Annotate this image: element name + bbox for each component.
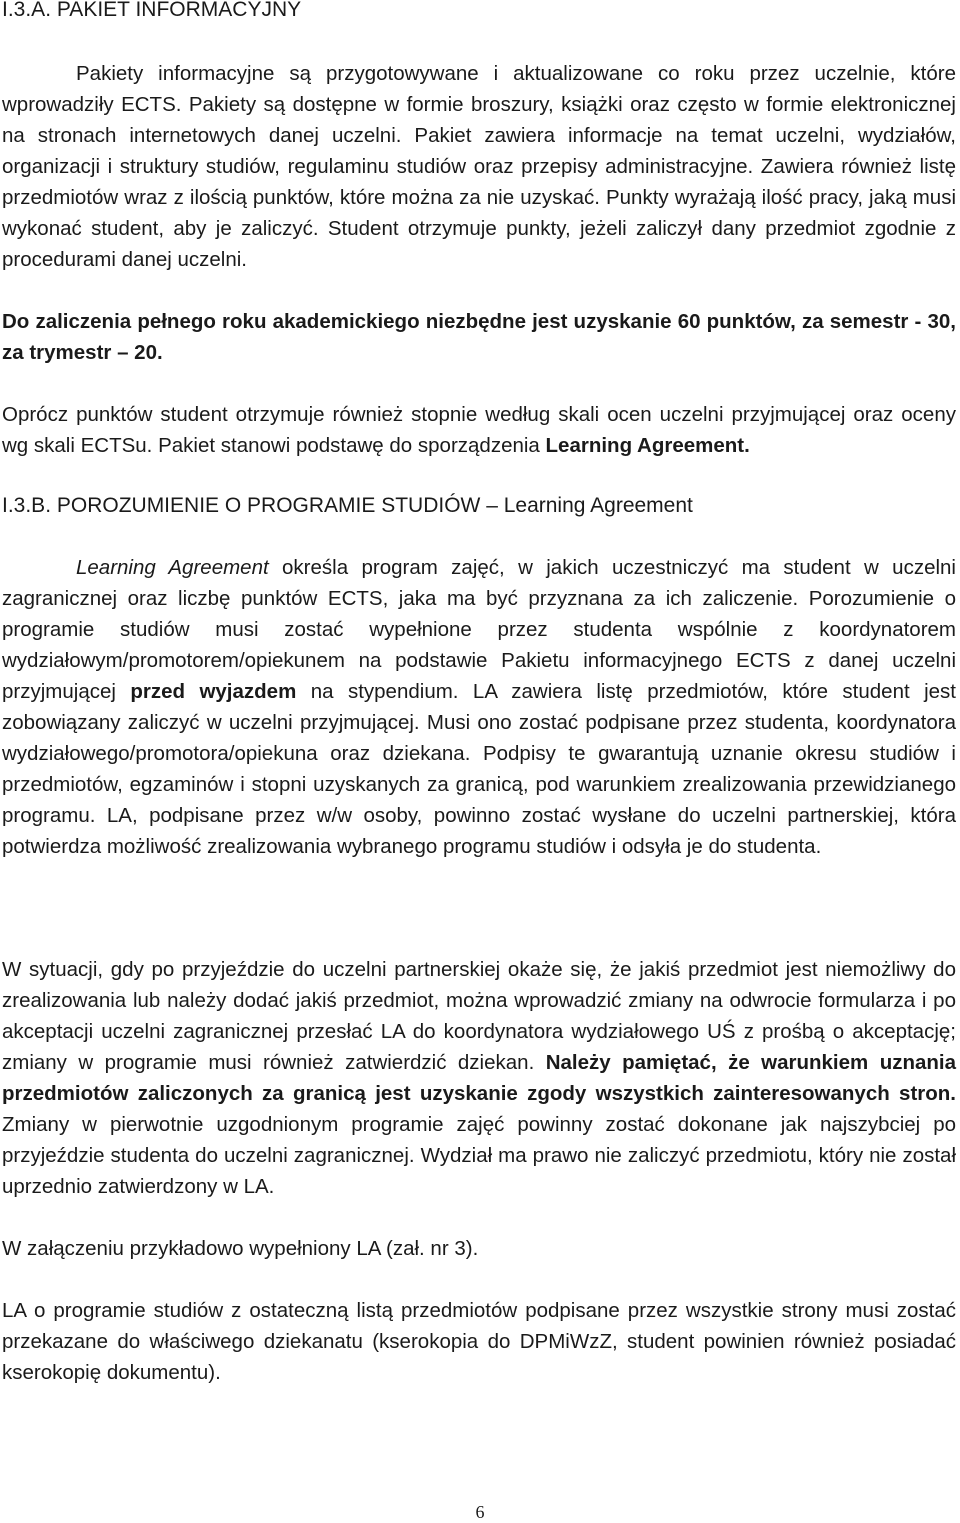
paragraph-1-text-b: na stypendium. LA zawiera listę przedmiotów, które student jest zobowiązany zaliczyć w uczelni przyjmującej. Musi ono zostać podpisane przez studenta, koordynatora wydziałowego/promotora/opiekuna oraz dziekana. Podpisy te gwarantują uznanie okresu studiów i przedmiotów, egzaminów i stopni uzyskanych za granicą, pod warunkiem zrealizowania przewidzianego programu. LA, podpisane przez w/w osoby, powinno zostać wysłane do uczelni partnerskiej, która potwierdza możliwość zrealizowania wybranego programu studiów i odsyła je do studenta. [2, 680, 956, 858]
section-b-paragraph-1 [2, 552, 956, 862]
learning-agreement-term: Learning Agreement. [545, 434, 750, 457]
before-departure-bold: przed wyjazdem [130, 680, 297, 703]
section-b-paragraph-3: W załączeniu przykładowo wypełniony LA (zał. nr 3). [2, 1237, 479, 1260]
section-a-paragraph-3 [2, 399, 956, 461]
paragraph-3-text: Oprócz punktów student otrzymuje również stopnie według skali ocen uczelni przyjmującej oraz oceny wg skali ECTSu. Pakiet stanowi podstawę do sporządzenia [2, 403, 956, 457]
section-a-paragraph-credits: Do zaliczenia pełnego roku akademickiego niezbędne jest uzyskanie 60 punktów, za semestr - 30, za trymestr – 20. [2, 310, 956, 364]
learning-agreement-italic: Learning Agreement [76, 556, 269, 579]
section-b-heading: I.3.B. POROZUMIENIE O PROGRAMIE STUDIÓW – Learning Agreement [2, 494, 693, 517]
paragraph-2-text-a: W sytuacji, gdy po przyjeździe do uczelni partnerskiej okaże się, że jakiś przedmiot jest niemożliwy do zrealizowania lub należy dodać jakiś przedmiot, można wprowadzić zmiany na odwrocie formularza i po akceptacji uczelni zagranicznej przesłać LA do koordynatora wydziałowego UŚ z prośbą o akceptację; zmiany w programie musi również zatwierdzić dziekan. [2, 958, 956, 1074]
paragraph-2-text-b: Zmiany w pierwotnie uzgodnionym programie zajęć powinny zostać dokonane jak najszybciej po przyjeździe studenta do uczelni zagranicznej. Wydział ma prawo nie zaliczyć przedmiotu, który nie został uprzednio zatwierdzony w LA. [2, 1113, 956, 1198]
section-a-heading: I.3.A. PAKIET INFORMACYJNY [2, 0, 302, 21]
section-b-paragraph-4: LA o programie studiów z ostateczną listą przedmiotów podpisane przez wszystkie strony musi zostać przekazane do właściwego dziekanatu (kserokopia do DPMiWzZ, student powinien również posiadać kserokopię dokumentu). [2, 1299, 956, 1384]
paragraph-2-bold: Należy pamiętać, że warunkiem uznania przedmiotów zaliczonych za granicą jest uzyskanie zgody wszystkich zainteresowanych stron. [2, 1051, 957, 1105]
section-a-paragraph-1: Pakiety informacyjne są przygotowywane i aktualizowane co roku przez uczelnie, które wprowadziły ECTS. Pakiety są dostępne w formie broszury, książki oraz często w formie elektronicznej na stronach internetowych danej uczelni. Pakiet zawiera informacje na temat uczelni, wydziałów, organizacji i struktury studiów, regulaminu studiów oraz przepisy administracyjne. Zawiera również listę przedmiotów wraz z ilością punktów, które można za nie uzyskać. Punkty wyrażają ilość pracy, jaką musi wykonać student, aby je zaliczyć. Student otrzymuje punkty, jeżeli zaliczył dany przedmiot zgodnie z procedurami danej uczelni. [2, 62, 956, 271]
paragraph-1-text-a: określa program zajęć, w jakich uczestniczyć ma student w uczelni zagranicznej oraz liczbę punktów ECTS, jaka ma być przyznana za ich zaliczenie. Porozumienie o programie studiów musi zostać wypełnione przez studenta wspólnie z koordynatorem wydziałowym/promotorem/opiekunem na podstawie Pakietu informacyjnego ECTS z danej uczelni przyjmującej [2, 556, 956, 703]
section-b-paragraph-2 [2, 954, 956, 1202]
page-number: 6 [475, 1502, 485, 1522]
